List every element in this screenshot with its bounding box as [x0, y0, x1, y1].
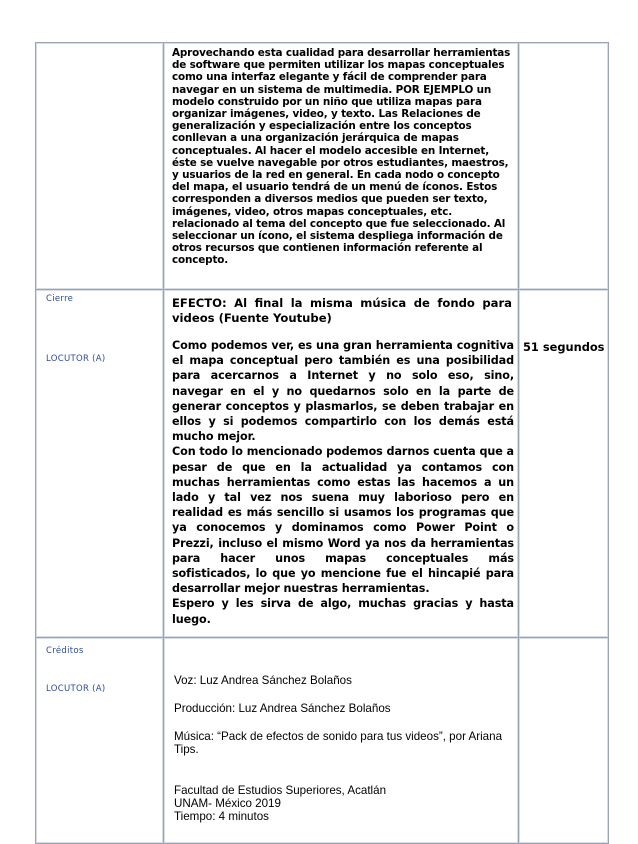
content-cell [164, 290, 519, 638]
speaker-label: LOCUTOR (A) [46, 354, 106, 364]
section-label-cell [36, 637, 164, 843]
section-label-cierre: Cierre [46, 294, 74, 304]
table-row-mapas [36, 43, 609, 290]
credit-duration: Tiempo: 4 minutos [174, 809, 269, 823]
paragraph-mapas: Aprovechando esta cualidad para desarrollar herramientas de software que permiten utilizar los mapas conceptuales como una interfaz elegante y fácil de comprender para navegar en un sistema de multimedia. POR EJEMPLO un modelo construido por un niño que utiliza mapas para organizar imágenes, video, y texto. Las Relaciones de generalización y especialización entre los conceptos conllevan a una organización jerárquica de mapas conceptuales. Al hacer el modelo accesible en Internet, éste se vuelve navegable por otros estudiantes, maestros, y usuarios de la red en general. En cada nodo o concepto del mapa, el usuario tendrá de un menú de íconos. Estos corresponden a diversos medios que pueden ser texto, imágenes, video, otros mapas conceptuales, etc. relacionado al tema del concepto que fue seleccionado. Al seleccionar un ícono, el sistema despliega información de otros recursos que contienen información referente al concepto. [172, 47, 511, 267]
section-label-cell [36, 290, 164, 638]
credit-faculty: Facultad de Estudios Superiores, Acatlán [174, 783, 387, 797]
narration-text [164, 325, 518, 637]
section-label-creditos: Créditos [46, 645, 84, 656]
time-cell [519, 43, 609, 290]
credit-university: UNAM- México 2019 [174, 796, 281, 810]
time-cell [519, 637, 609, 843]
paragraph: Con todo lo mencionado podemos darnos cuenta que a pesar de que en la actualidad ya contamos con muchas herramientas como estas las hacemos a un lado y tal vez nos suena muy laborioso pero en realidad es más sencillo si usamos los programas que ya conocemos y dominamos como Power Point o Prezzi, incluso el mismo Word ya nos da herramientas para hacer unos mapas conceptuales más sofisticados, lo que yo mencione fue el hincapié para desarrollar mejor nuestras herramientas. [172, 445, 514, 596]
content-cell [164, 43, 519, 290]
section-label-cell [36, 43, 164, 290]
duration-text: 51 segundos [523, 340, 605, 354]
paragraph: Como podemos ver, es una gran herramienta cognitiva el mapa conceptual pero también es una posibilidad para acercarnos a Internet y no solo eso, sino, navegar en el y no quedarnos solo en la parte de generar conceptos y plasmarlos, se deben trabajar en ellos y si podemos compartirlo con los demás está mucho mejor. [172, 339, 514, 444]
sound-effect-note: EFECTO: Al final la misma música de fondo para videos (Fuente Youtube) [172, 296, 512, 325]
credit-production: Producción: Luz Andrea Sánchez Bolaños [174, 701, 391, 715]
table-row-cierre [36, 290, 609, 638]
speaker-label: LOCUTOR (A) [46, 683, 106, 694]
time-cell [519, 290, 609, 638]
credits-list [164, 638, 518, 829]
credit-music: Música: “Pack de efectos de sonido para tus videos”, por Ariana Tips. [174, 729, 503, 756]
paragraph: Espero y les sirva de algo, muchas gracias y hasta luego. [172, 597, 514, 626]
content-cell [164, 637, 519, 843]
credit-voice: Voz: Luz Andrea Sánchez Bolaños [174, 673, 352, 687]
script-table [35, 42, 609, 844]
table-row-creditos [36, 637, 609, 843]
